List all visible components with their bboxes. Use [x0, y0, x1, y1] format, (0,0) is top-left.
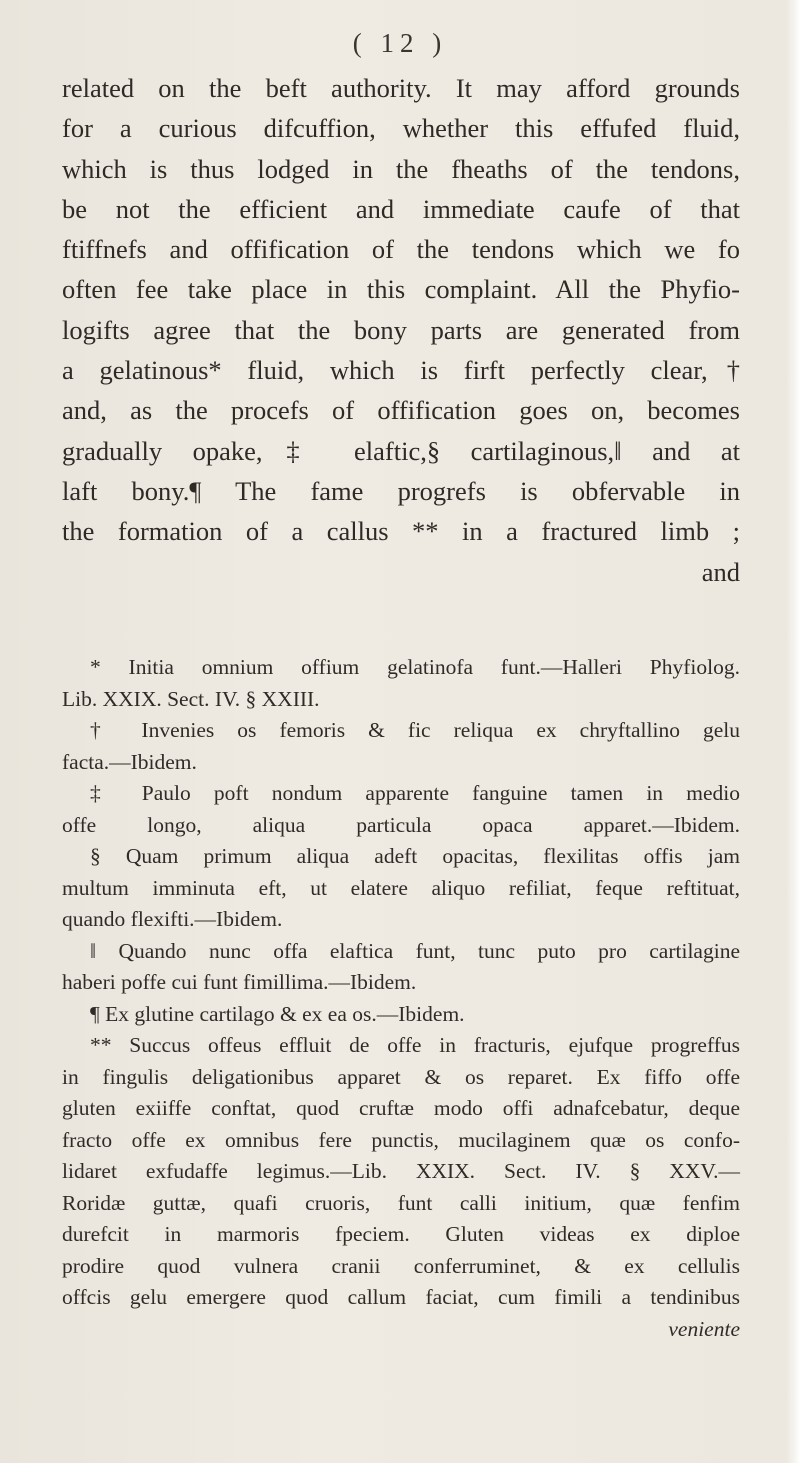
footnote-line: ‖ Quando nunc offa elaftica funt, tunc puto pro cartilagine: [90, 938, 740, 963]
footnote-line: quando flexifti.—Ibidem.: [62, 907, 283, 931]
footnote-catchword: veniente: [668, 1316, 740, 1341]
page-edge: [786, 0, 800, 1463]
footnote-line: gluten exiiffe conftat, quod cruftæ modo offi adnafcebatur, deque: [62, 1096, 740, 1120]
footnote-line: offcis gelu emergere quod callum faciat, cum fimili a tendinibus: [62, 1285, 740, 1309]
footnote-line: durefcit in marmoris fpeciem. Gluten videas ex diploe: [62, 1222, 740, 1246]
main-text: [62, 68, 740, 592]
footnote-line: multum imminuta eft, ut elatere aliquo refiliat, feque reftituat,: [62, 875, 740, 900]
footnote-line: lidaret exfudaffe legimus.—Lib. XXIX. Sect. IV. § XXV.—: [62, 1159, 740, 1183]
footnote-line: haberi poffe cui funt fimillima.—Ibidem.: [62, 970, 417, 994]
footnote-line: offe longo, aliqua particula opaca apparet.—Ibidem.: [62, 812, 740, 837]
text-line: often fee take place in this complaint. All the Phyfio-: [62, 274, 740, 305]
footnote-line: in fingulis deligationibus apparet & os reparet. Ex fiffo offe: [62, 1064, 740, 1089]
text-line: the formation of a callus ** in a fractured limb ;: [62, 516, 740, 547]
footnotes: [62, 652, 740, 1345]
text-line: logifts agree that the bony parts are generated from: [62, 314, 740, 345]
text-line: which is thus lodged in the fheaths of the tendons,: [62, 153, 740, 184]
text-line: ftiffnefs and offification of the tendons which we fo: [62, 234, 740, 265]
footnote-line: Roridæ guttæ, quafi cruoris, funt calli initium, quæ fenfim: [62, 1190, 740, 1215]
footnote-line: ¶ Ex glutine cartilago & ex ea os.—Ibidem.: [90, 1001, 465, 1026]
footnote-line: ** Succus offeus effluit de offe in fracturis, ejufque progreffus: [90, 1033, 740, 1057]
page-number: ( 12 ): [352, 28, 448, 58]
text-line: be not the efficient and immediate caufe of that: [62, 193, 740, 224]
footnote-line: Lib. XXIX. Sect. IV. § XXIII.: [62, 686, 320, 711]
footnote-line: * Initia omnium offium gelatinofa funt.—Halleri Phyfiolog.: [90, 655, 740, 679]
text-line: a gelatinous* fluid, which is firft perfectly clear,†: [62, 355, 740, 386]
text-line: and, as the procefs of offification goes on, becomes: [62, 395, 740, 426]
footnote-line: § Quam primum aliqua adeft opacitas, flexilitas offis jam: [90, 844, 740, 868]
footnote-line: facta.—Ibidem.: [62, 749, 197, 774]
footnote-line: ‡ Paulo poft nondum apparente fanguine tamen in medio: [90, 781, 740, 805]
catchword: and: [701, 556, 740, 587]
footnote-line: fracto offe ex omnibus fere punctis, mucilaginem quæ os confo-: [62, 1127, 740, 1152]
text-line: gradually opake,‡ elaftic,§ cartilaginous,‖ and at: [62, 435, 740, 466]
text-line: laft bony.¶ The fame progrefs is obfervable in: [62, 475, 740, 506]
text-line: related on the beft authority. It may afford grounds: [62, 73, 740, 103]
text-line: for a curious difcuffion, whether this effufed fluid,: [62, 113, 740, 144]
footnote-line: † Invenies os femoris & fic reliqua ex chryftallino gelu: [90, 718, 740, 742]
footnote-line: prodire quod vulnera cranii conferruminet, & ex cellulis: [62, 1253, 740, 1278]
